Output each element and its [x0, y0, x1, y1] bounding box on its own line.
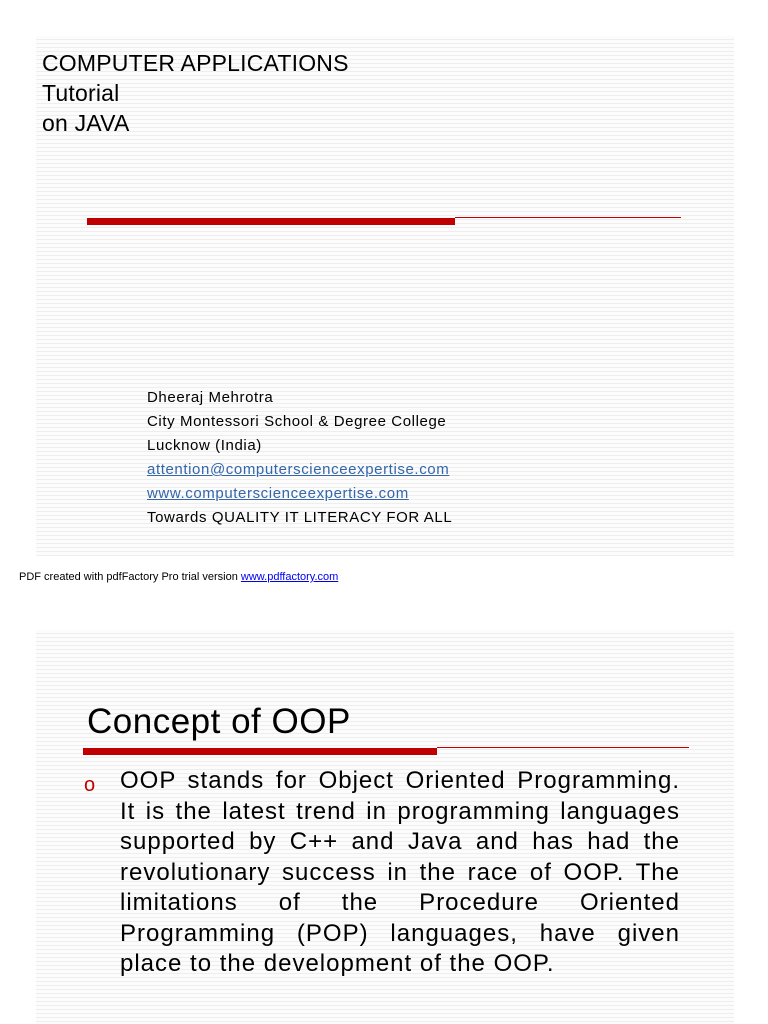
heading-divider-thick — [83, 748, 437, 755]
slide-title — [36, 36, 734, 556]
author-name: Dheeraj Mehrotra — [147, 389, 274, 406]
title-line-1: COMPUTER APPLICATIONS — [42, 50, 349, 76]
slide-heading: Concept of OOP — [87, 702, 351, 741]
slide-title-heading — [42, 48, 349, 138]
title-line-2: Tutorial — [42, 80, 120, 106]
pdffactory-link[interactable]: www.pdffactory.com — [240, 571, 339, 583]
slide-concept-of-oop — [36, 630, 734, 1024]
title-line-3: on JAVA — [42, 110, 130, 136]
author-institution: City Montessori School & Degree College — [147, 413, 447, 430]
author-motto: Towards QUALITY IT LITERACY FOR ALL — [147, 509, 453, 526]
author-info — [147, 386, 452, 530]
title-divider-thick — [87, 218, 455, 225]
bullet-text: OOP stands for Object Oriented Programming. It is the latest trend in programming languages supported by C++ and Java and has had the revolutionary success in the race of OOP. The limitations of the Procedure Oriented Programming (POP) languages, have given place to the development of the OOP. — [120, 767, 680, 977]
pdf-watermark-footer — [19, 571, 338, 583]
pdf-footer-text: PDF created with pdfFactory Pro trial version — [19, 571, 241, 583]
author-website-link[interactable]: www.computerscienceexpertise.com — [147, 485, 409, 502]
bullet-marker-icon: o — [84, 774, 96, 796]
title-divider-thin — [455, 217, 681, 218]
author-email-link[interactable]: attention@computerscienceexpertise.com — [147, 461, 450, 478]
author-location: Lucknow (India) — [147, 437, 262, 454]
heading-divider-thin — [437, 747, 689, 748]
